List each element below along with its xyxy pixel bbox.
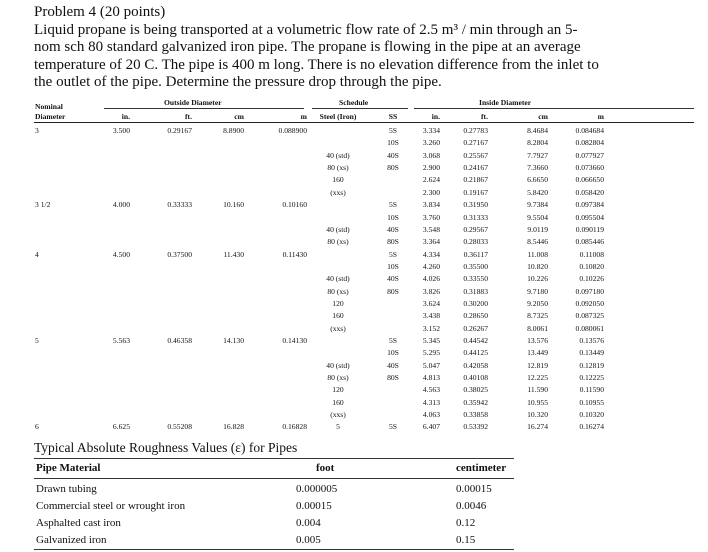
- col-header-id-in: in.: [431, 112, 440, 121]
- cell-od-ft: 0.46358: [167, 335, 192, 345]
- cell-id-ft: 0.35500: [463, 261, 488, 271]
- cell-id-cm: 8.0061: [527, 323, 548, 333]
- cell-ss: 10S: [387, 348, 399, 358]
- material-name: Galvanized iron: [36, 534, 107, 546]
- cell-id-m: 0.13576: [579, 335, 604, 345]
- cell-id-in: 4.563: [422, 385, 440, 395]
- cell-id-m: 0.10320: [579, 410, 604, 420]
- cell-od-ft: 0.55208: [167, 422, 192, 432]
- problem-line: nom sch 80 standard galvanized iron pipe. The propane is flowing in the pipe at an average: [34, 39, 581, 56]
- cell-steel-iron: 120: [332, 385, 344, 395]
- cell-od-cm: 16.828: [223, 422, 244, 432]
- cell-id-ft: 0.31950: [463, 200, 488, 210]
- roughness-centimeter: 0.15: [456, 534, 476, 546]
- cell-ss: 80S: [387, 373, 399, 382]
- outside-header-rule: [104, 108, 304, 109]
- cell-id-m: 0.066650: [575, 175, 604, 185]
- cell-id-in: 4.260: [422, 261, 440, 271]
- cell-steel-iron: 160: [332, 175, 344, 185]
- cell-id-m: 0.080061: [575, 323, 604, 333]
- cell-steel-iron: 40 (std): [326, 224, 350, 234]
- roughness-header-centimeter: centimeter: [456, 462, 507, 474]
- cell-od-m: 0.11430: [282, 249, 307, 259]
- cell-id-m: 0.090119: [575, 224, 604, 234]
- cell-id-ft: 0.31883: [463, 286, 488, 296]
- cell-id-in: 3.548: [422, 224, 440, 234]
- cell-id-ft: 0.24167: [463, 163, 488, 172]
- cell-steel-iron: 160: [332, 311, 344, 321]
- cell-id-cm: 11.590: [527, 385, 548, 395]
- roughness-centimeter: 0.00015: [456, 483, 492, 495]
- cell-od-ft: 0.33333: [167, 200, 192, 210]
- cell-id-in: 3.364: [422, 237, 440, 247]
- cell-id-ft: 0.27783: [463, 126, 488, 135]
- cell-od-m: 0.16828: [282, 422, 307, 432]
- cell-ss: 5S: [388, 249, 398, 259]
- cell-id-in: 4.334: [422, 249, 440, 259]
- header-rule: [34, 122, 694, 123]
- cell-id-m: 0.16274: [579, 422, 604, 432]
- roughness-foot: 0.004: [296, 517, 321, 529]
- roughness-centimeter: 0.0046: [456, 500, 487, 512]
- cell-ss: 10S: [387, 261, 399, 271]
- cell-steel-iron: (xxs): [330, 410, 346, 420]
- cell-id-cm: 9.0119: [527, 224, 548, 234]
- roughness-foot: 0.005: [296, 534, 321, 546]
- cell-od-in: 5.563: [112, 335, 130, 345]
- cell-ss: 5S: [388, 126, 398, 135]
- cell-id-m: 0.10226: [579, 274, 604, 284]
- header-outside-diameter: Outside Diameter: [164, 98, 222, 107]
- header-nominal: Nominal: [35, 102, 63, 111]
- cell-id-ft: 0.35942: [463, 397, 488, 407]
- col-header-od-in: in.: [121, 112, 130, 121]
- cell-steel-iron: 120: [332, 298, 344, 308]
- cell-id-m: 0.097384: [575, 200, 604, 210]
- cell-id-ft: 0.36117: [463, 249, 488, 259]
- cell-steel-iron: 5: [336, 422, 340, 432]
- cell-id-m: 0.11008: [579, 249, 604, 259]
- material-name: Asphalted cast iron: [36, 517, 121, 529]
- col-header-nominal: Diameter: [35, 112, 66, 121]
- cell-id-ft: 0.30200: [463, 298, 488, 308]
- cell-id-cm: 10.226: [527, 274, 548, 284]
- cell-id-ft: 0.28033: [463, 237, 488, 247]
- cell-id-in: 3.834: [422, 200, 440, 210]
- cell-nominal: 3: [35, 126, 39, 135]
- cell-id-in: 6.407: [422, 422, 440, 432]
- col-header-steel-iron: Steel (Iron): [319, 112, 357, 121]
- col-header-id-m: m: [597, 112, 604, 121]
- cell-id-ft: 0.25567: [463, 150, 488, 160]
- cell-id-in: 3.334: [422, 126, 440, 135]
- inside-header-rule: [414, 108, 694, 109]
- cell-od-cm: 11.430: [223, 249, 244, 259]
- col-header-od-ft: ft.: [185, 112, 192, 121]
- cell-nominal: 5: [35, 335, 39, 345]
- cell-id-cm: 10.820: [527, 261, 548, 271]
- cell-id-cm: 10.320: [527, 410, 548, 420]
- cell-ss: 80S: [387, 163, 399, 172]
- col-header-od-m: m: [300, 112, 307, 121]
- cell-id-in: 4.063: [422, 410, 440, 420]
- cell-id-m: 0.077927: [575, 150, 604, 160]
- cell-ss: 40S: [387, 150, 399, 160]
- cell-id-m: 0.097180: [575, 286, 604, 296]
- cell-id-ft: 0.21867: [463, 175, 488, 185]
- cell-id-ft: 0.19167: [463, 187, 488, 197]
- cell-id-ft: 0.33550: [463, 274, 488, 284]
- cell-id-ft: 0.28650: [463, 311, 488, 321]
- cell-id-cm: 8.7325: [527, 311, 548, 321]
- cell-id-ft: 0.29567: [463, 224, 488, 234]
- cell-id-in: 3.438: [422, 311, 440, 321]
- cell-id-cm: 10.955: [527, 397, 548, 407]
- cell-ss: 40S: [387, 224, 399, 234]
- problem-statement: [34, 4, 694, 92]
- cell-steel-iron: 40 (std): [326, 274, 350, 284]
- cell-id-in: 3.624: [422, 298, 440, 308]
- col-header-ss: SS: [388, 112, 398, 121]
- problem-line: temperature of 20 C. The pipe is 400 m long. There is no elevation difference from the inlet to: [34, 56, 599, 73]
- cell-id-m: 0.087325: [575, 311, 604, 321]
- cell-id-m: 0.073660: [575, 163, 604, 172]
- cell-od-m: 0.14130: [282, 335, 307, 345]
- roughness-centimeter: 0.12: [456, 517, 476, 529]
- header-schedule: Schedule: [339, 98, 369, 107]
- cell-id-ft: 0.42058: [463, 360, 488, 370]
- cell-id-ft: 0.26267: [463, 323, 488, 333]
- material-name: Commercial steel or wrought iron: [36, 500, 186, 512]
- cell-steel-iron: 80 (xs): [327, 163, 349, 172]
- cell-id-in: 4.026: [422, 274, 440, 284]
- roughness-header-material: Pipe Material: [36, 462, 101, 474]
- cell-id-cm: 7.7927: [527, 150, 548, 160]
- cell-steel-iron: (xxs): [330, 323, 346, 333]
- cell-id-cm: 5.8420: [527, 187, 548, 197]
- cell-id-cm: 6.6650: [527, 175, 548, 185]
- cell-steel-iron: (xxs): [330, 187, 346, 197]
- cell-id-ft: 0.33858: [463, 410, 488, 420]
- cell-id-cm: 12.225: [527, 373, 548, 382]
- cell-nominal: 4: [35, 249, 39, 259]
- cell-id-m: 0.11590: [579, 385, 604, 395]
- cell-steel-iron: 40 (std): [326, 360, 350, 370]
- cell-id-cm: 13.576: [527, 335, 548, 345]
- cell-id-cm: 13.449: [527, 348, 548, 358]
- cell-od-in: 3.500: [112, 126, 130, 135]
- roughness-top-rule: [34, 458, 514, 459]
- cell-id-in: 3.260: [422, 138, 440, 148]
- cell-id-ft: 0.38025: [463, 385, 488, 395]
- cell-steel-iron: 160: [332, 397, 344, 407]
- cell-id-in: 5.295: [422, 348, 440, 358]
- cell-id-m: 0.12225: [579, 373, 604, 382]
- cell-od-cm: 10.160: [223, 200, 244, 210]
- roughness-foot: 0.00015: [296, 500, 332, 512]
- roughness-foot: 0.000005: [296, 483, 338, 495]
- pipe-dimensions-table: [34, 98, 694, 440]
- header-inside-diameter: Inside Diameter: [479, 98, 532, 107]
- cell-ss: 5S: [388, 200, 398, 210]
- cell-od-m: 0.10160: [282, 200, 307, 210]
- cell-id-m: 0.10820: [579, 261, 604, 271]
- cell-id-m: 0.095504: [575, 212, 604, 222]
- cell-id-cm: 12.819: [527, 360, 548, 370]
- cell-id-in: 4.813: [422, 373, 440, 382]
- cell-id-cm: 9.7384: [527, 200, 548, 210]
- problem-line: the outlet of the pipe. Determine the pressure drop through the pipe.: [34, 74, 442, 91]
- cell-od-in: 4.000: [112, 200, 130, 210]
- cell-od-cm: 14.130: [223, 335, 244, 345]
- roughness-header-foot: foot: [316, 462, 335, 474]
- cell-id-m: 0.058420: [575, 187, 604, 197]
- cell-id-in: 3.760: [422, 212, 440, 222]
- cell-ss: 10S: [387, 212, 399, 222]
- cell-id-m: 0.10955: [579, 397, 604, 407]
- cell-id-ft: 0.44542: [463, 335, 488, 345]
- cell-id-cm: 16.274: [527, 422, 548, 432]
- cell-od-ft: 0.29167: [167, 126, 192, 135]
- problem-heading: Problem 4 (20 points): [34, 4, 166, 20]
- cell-steel-iron: 80 (xs): [327, 373, 349, 382]
- cell-id-cm: 7.3660: [527, 163, 548, 172]
- cell-id-in: 2.900: [422, 163, 440, 172]
- cell-ss: 10S: [387, 138, 399, 148]
- cell-id-ft: 0.44125: [463, 348, 488, 358]
- cell-id-in: 3.068: [422, 150, 440, 160]
- cell-id-cm: 8.4684: [527, 126, 548, 135]
- cell-id-in: 2.624: [422, 175, 440, 185]
- cell-nominal: 6: [35, 422, 39, 432]
- cell-ss: 80S: [387, 286, 399, 296]
- problem-line: Liquid propane is being transported at a volumetric flow rate of 2.5 m³ / min through an 5-: [34, 21, 578, 38]
- cell-id-in: 3.152: [422, 323, 440, 333]
- cell-ss: 80S: [387, 237, 399, 247]
- cell-id-cm: 8.5446: [527, 237, 548, 247]
- cell-nominal: 3 1/2: [35, 200, 51, 210]
- col-header-od-cm: cm: [234, 112, 244, 121]
- schedule-header-rule: [312, 108, 408, 109]
- cell-id-m: 0.092050: [575, 298, 604, 308]
- cell-od-cm: 8.8900: [223, 126, 244, 135]
- cell-steel-iron: 80 (xs): [327, 286, 349, 296]
- cell-steel-iron: 80 (xs): [327, 237, 349, 247]
- cell-ss: 40S: [387, 274, 399, 284]
- cell-id-cm: 9.5504: [527, 212, 548, 222]
- cell-id-cm: 9.2050: [527, 298, 548, 308]
- col-header-id-ft: ft.: [481, 112, 488, 121]
- cell-id-in: 4.313: [422, 397, 440, 407]
- cell-id-ft: 0.40108: [463, 373, 488, 382]
- roughness-title: Typical Absolute Roughness Values (ε) for Pipes: [34, 440, 298, 455]
- cell-od-m: 0.088900: [278, 126, 307, 135]
- cell-id-in: 2.300: [422, 187, 440, 197]
- cell-id-ft: 0.27167: [463, 138, 488, 148]
- cell-ss: 5S: [388, 422, 398, 432]
- cell-id-m: 0.084684: [575, 126, 604, 135]
- cell-id-m: 0.082804: [575, 138, 604, 148]
- roughness-header-rule: [34, 478, 514, 479]
- cell-steel-iron: 40 (std): [326, 150, 350, 160]
- cell-id-in: 3.826: [422, 286, 440, 296]
- cell-id-m: 0.085446: [575, 237, 604, 247]
- cell-id-cm: 11.008: [527, 249, 548, 259]
- cell-id-cm: 9.7180: [527, 286, 548, 296]
- roughness-bottom-rule: [34, 549, 514, 550]
- cell-id-in: 5.345: [422, 335, 440, 345]
- cell-ss: 40S: [387, 360, 399, 370]
- col-header-id-cm: cm: [538, 112, 548, 121]
- cell-id-cm: 8.2804: [527, 138, 548, 148]
- material-name: Drawn tubing: [36, 483, 97, 495]
- cell-id-ft: 0.53392: [463, 422, 488, 432]
- cell-id-m: 0.12819: [579, 360, 604, 370]
- cell-ss: 5S: [388, 335, 398, 345]
- cell-od-ft: 0.37500: [167, 249, 192, 259]
- cell-od-in: 4.500: [112, 249, 130, 259]
- cell-od-in: 6.625: [112, 422, 130, 432]
- cell-id-in: 5.047: [422, 360, 440, 370]
- cell-id-m: 0.13449: [579, 348, 604, 358]
- cell-id-ft: 0.31333: [463, 212, 488, 222]
